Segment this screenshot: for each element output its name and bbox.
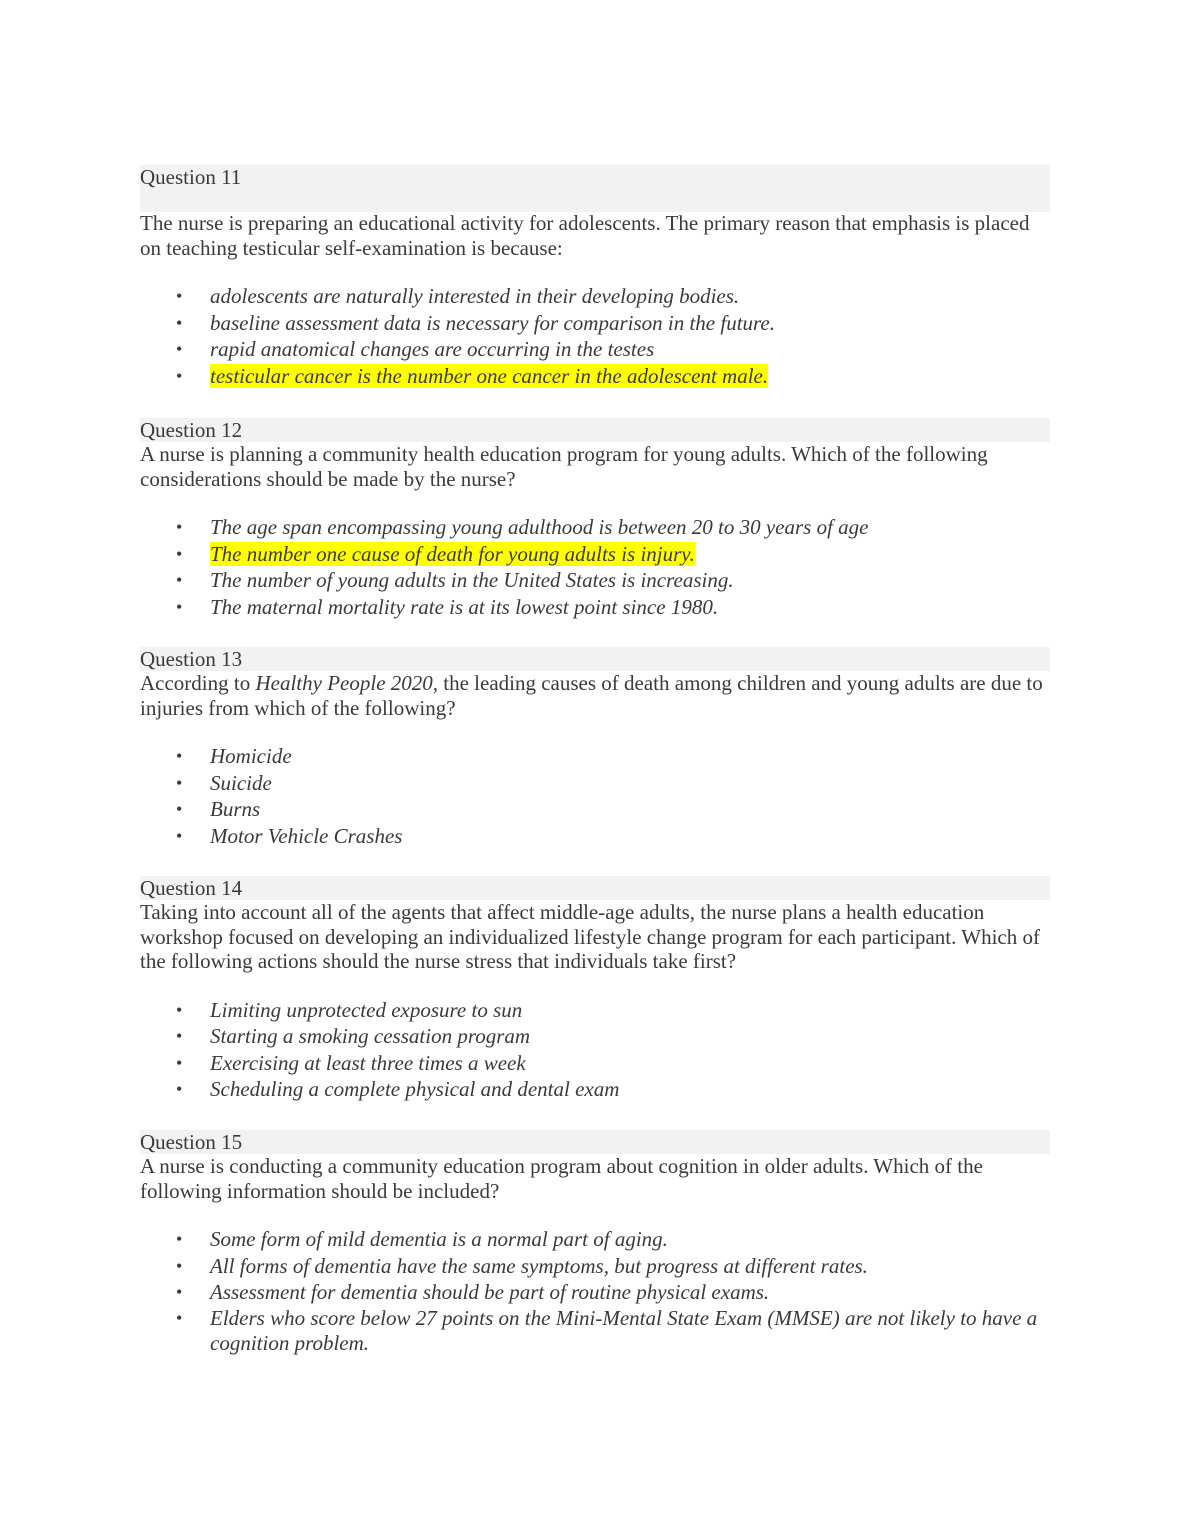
option-text-highlighted: testicular cancer is the number one cancer in the adolescent male. (210, 363, 769, 388)
bullet-icon: • (176, 1282, 183, 1302)
question-stem (140, 211, 1050, 260)
bullet-icon: • (176, 543, 183, 564)
option-text-highlighted: The number one cause of death for young adults is injury. (210, 541, 695, 566)
option-item (140, 997, 1050, 1024)
question-stem (140, 671, 1050, 720)
bullet-icon: • (176, 772, 183, 793)
option-item (140, 823, 1050, 850)
option-item (140, 743, 1050, 770)
answer-options (140, 997, 1050, 1103)
stem-text: the leading causes of death among children and young adults are due to injuries from which of the following? (140, 671, 1043, 720)
question-header: Question 13 (140, 647, 1050, 671)
stem-text: A nurse is conducting a community education program about cognition in older adults. Which of the following information should be included? (140, 1154, 983, 1203)
option-item (140, 1050, 1050, 1077)
bullet-icon: • (176, 339, 183, 359)
option-item (140, 1076, 1050, 1103)
option-item (140, 796, 1050, 823)
option-text: Burns (210, 797, 261, 821)
option-item (140, 594, 1050, 621)
question-stem (140, 900, 1050, 974)
bullet-icon: • (176, 312, 183, 333)
question-12 (140, 418, 1050, 620)
bullet-icon: • (176, 1255, 183, 1276)
bullet-icon: • (176, 596, 183, 617)
answer-options (140, 514, 1050, 620)
answer-options (140, 283, 1050, 389)
stem-text: Taking into account all of the agents that affect middle-age adults, the nurse plans a health education workshop focused on developing an individualized lifestyle change program for each participant. Which of the following actions should the nurse stress that individuals take first? (140, 900, 1040, 973)
question-header: Question 15 (140, 1130, 1050, 1154)
option-item (140, 1023, 1050, 1050)
option-item (140, 310, 1050, 337)
option-text: The number of young adults in the United States is increasing. (210, 568, 734, 592)
bullet-icon: • (176, 746, 183, 766)
option-text: The age span encompassing young adulthood is between 20 to 30 years of age (210, 515, 869, 539)
option-item (140, 514, 1050, 541)
option-text: Homicide (210, 744, 292, 768)
bullet-icon: • (176, 999, 183, 1020)
option-item (140, 1226, 1050, 1253)
bullet-icon: • (176, 1229, 183, 1249)
option-item (140, 283, 1050, 310)
option-item-highlighted (140, 541, 1050, 568)
question-header: Question 14 (140, 876, 1050, 900)
option-text: Assessment for dementia should be part of routine physical exams. (210, 1280, 770, 1304)
option-text: Limiting unprotected exposure to sun (210, 997, 523, 1022)
bullet-icon: • (176, 517, 183, 537)
option-text: Scheduling a complete physical and dental exam (210, 1077, 620, 1101)
option-text: Some form of mild dementia is a normal part of aging. (210, 1227, 668, 1251)
option-text: Motor Vehicle Crashes (210, 823, 403, 848)
option-text: Starting a smoking cessation program (210, 1024, 531, 1048)
option-text: The maternal mortality rate is at its lowest point since 1980. (210, 594, 719, 619)
option-text: Exercising at least three times a week (210, 1050, 526, 1075)
option-item (140, 336, 1050, 363)
option-text: baseline assessment data is necessary for comparison in the future. (210, 310, 776, 335)
option-item (140, 567, 1050, 594)
stem-text-italic: Healthy People 2020, (255, 671, 439, 695)
question-stem (140, 1154, 1050, 1203)
bullet-icon: • (176, 1307, 183, 1328)
option-text: All forms of dementia have the same symptoms, but progress at different rates. (210, 1253, 868, 1278)
option-item-highlighted (140, 363, 1050, 390)
question-15 (140, 1130, 1050, 1356)
answer-options (140, 743, 1050, 849)
question-14 (140, 876, 1050, 1103)
question-stem (140, 442, 1050, 491)
stem-text: The nurse is preparing an educational activity for adolescents. The primary reason that emphasis is placed on teaching testicular self-examination is because: (140, 211, 1030, 260)
option-text: Elders who score below 27 points on the Mini-Mental State Exam (MMSE) are not likely to have a cognition problem. (210, 1305, 1038, 1355)
bullet-icon: • (176, 365, 183, 386)
bullet-icon: • (176, 570, 183, 590)
option-item (140, 1306, 1050, 1356)
bullet-icon: • (176, 1052, 183, 1073)
question-11 (140, 165, 1050, 389)
stem-text: According to (140, 671, 256, 695)
option-item (140, 1279, 1050, 1306)
bullet-icon: • (176, 286, 183, 306)
question-header: Question 11 (140, 165, 1050, 212)
bullet-icon: • (176, 825, 183, 846)
option-item (140, 770, 1050, 797)
option-text: adolescents are naturally interested in their developing bodies. (210, 284, 740, 308)
stem-text: A nurse is planning a community health education program for young adults. Which of the following considerations should be made by the nurse? (140, 442, 988, 491)
question-header: Question 12 (140, 418, 1050, 442)
answer-options (140, 1226, 1050, 1356)
bullet-icon: • (176, 1026, 183, 1046)
bullet-icon: • (176, 799, 183, 819)
bullet-icon: • (176, 1079, 183, 1099)
question-13 (140, 647, 1050, 849)
option-text: Suicide (210, 770, 272, 795)
option-text: rapid anatomical changes are occurring in the testes (210, 337, 655, 361)
option-item (140, 1253, 1050, 1280)
